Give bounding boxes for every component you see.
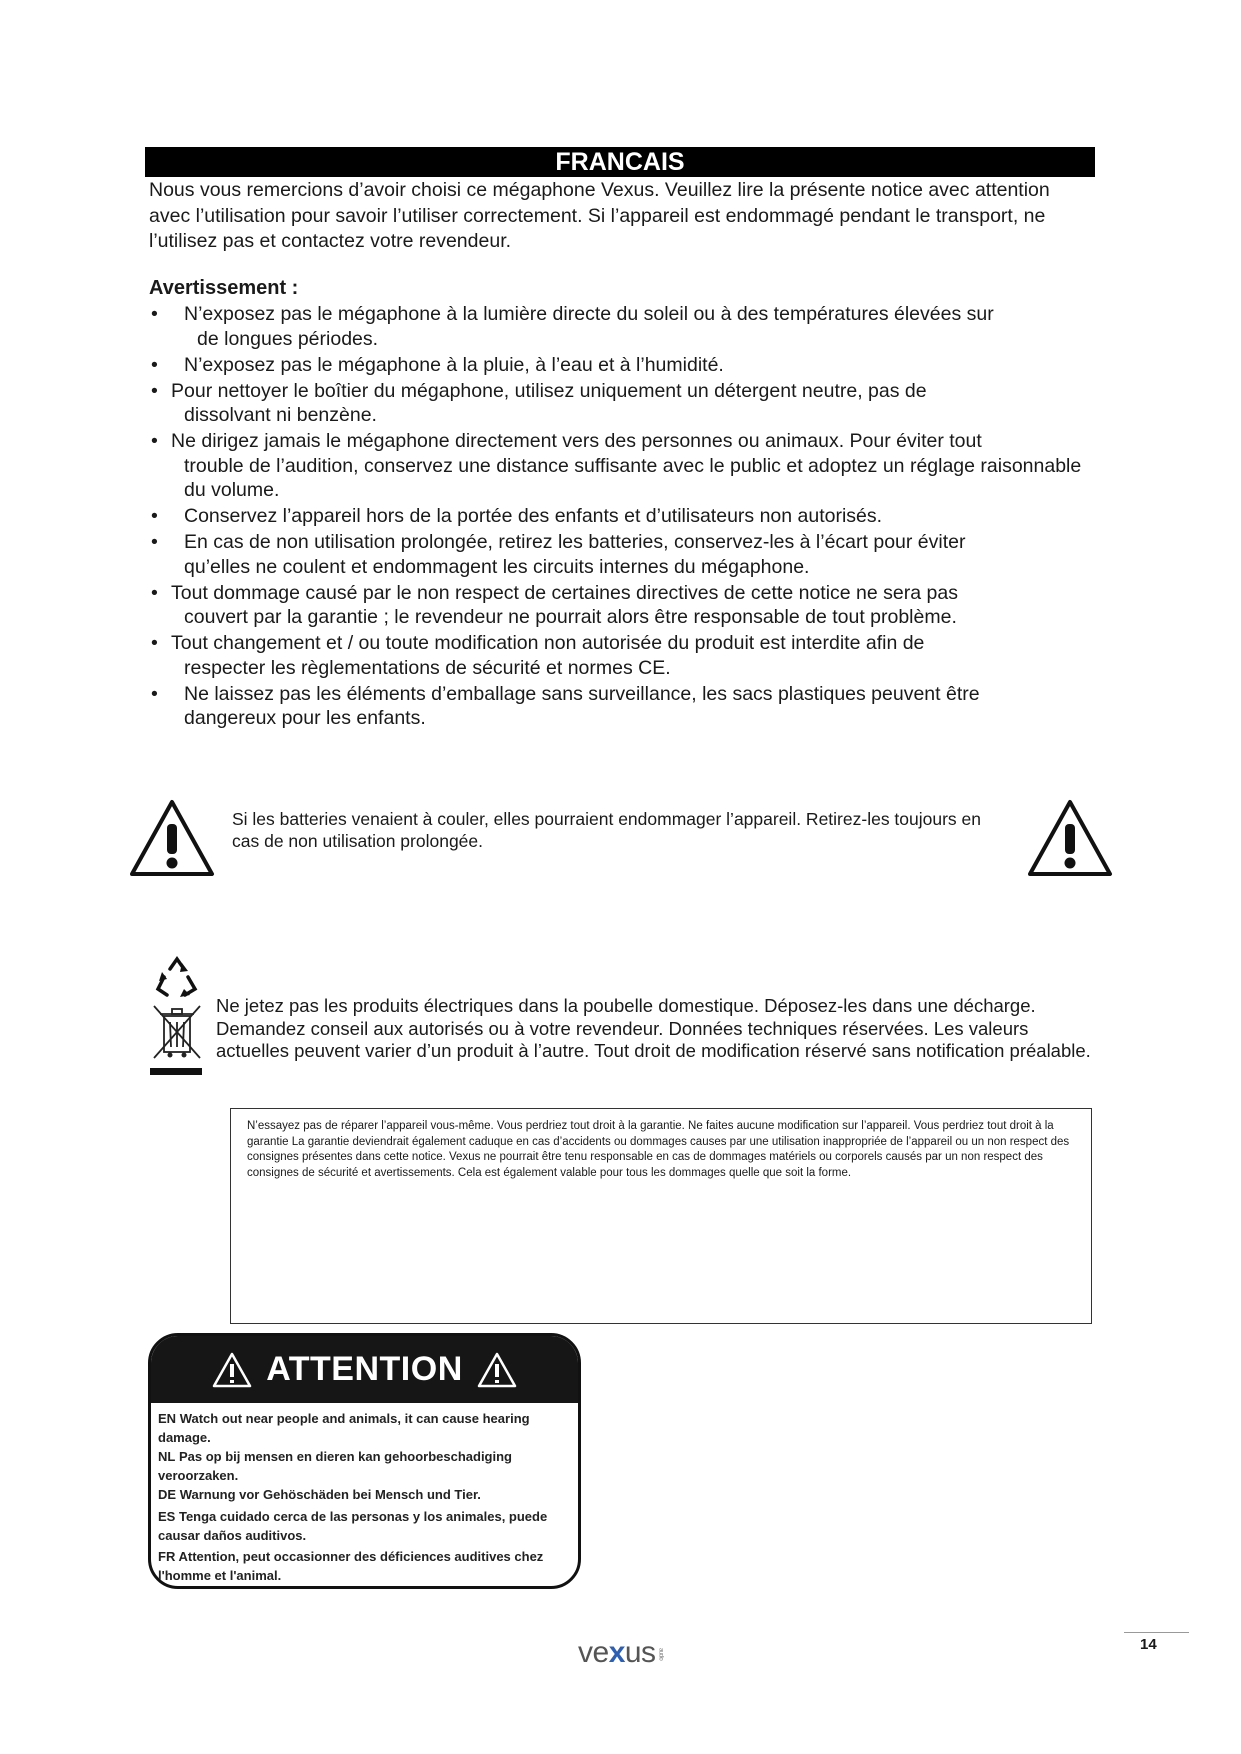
bullet-icon: • — [151, 682, 158, 705]
warning-triangle-icon — [212, 1352, 252, 1388]
bullet-icon: • — [151, 581, 158, 604]
attention-header — [151, 1336, 578, 1403]
warning-triangle-icon — [1026, 798, 1114, 878]
bullet-icon: • — [151, 303, 158, 325]
recycle-icon — [150, 955, 204, 1001]
crossed-bin-icon — [148, 1002, 206, 1078]
warnings-title: Avertissement : — [149, 277, 299, 299]
vexus-logo: vexus audio — [578, 1636, 664, 1669]
bullet-icon: • — [151, 379, 158, 402]
bullet-icon: • — [151, 632, 158, 654]
intro-paragraph: Nous vous remercions d’avoir choisi ce mégaphone Vexus. Veuillez lire la présente notice avec attention avec l’utilisation pour savoir l’utiliser correctement. Si l’appareil est endommagé pendant le transport, ne l’utilisez pas et contactez votre revendeur. — [149, 179, 1050, 252]
list-item: • Pour nettoyer le boîtier du mégaphone, utilisez uniquement un détergent neutre, pas de dissolvant ni benzène. — [151, 379, 927, 426]
page-number: 14 — [1140, 1636, 1157, 1653]
attention-title: ATTENTION — [266, 1350, 463, 1388]
battery-notice: Si les batteries venaient à couler, elles pourraient endommager l’appareil. Retirez-les toujours en cas de non utilisation prolongée. — [232, 809, 982, 851]
bullet-icon: • — [151, 430, 158, 452]
section-title: FRANCAIS — [555, 148, 685, 176]
list-item: • N’exposez pas le mégaphone à la lumière directe du soleil ou à des températures élevées sur de longues périodes. — [151, 303, 994, 350]
attention-line-en: EN Watch out near people and animals, it can cause hearing damage. — [158, 1411, 530, 1445]
warning-triangle-icon — [128, 798, 216, 878]
attention-line-fr: FR Attention, peut occasionner des déficiences auditives chez l'homme et l'animal. — [158, 1549, 544, 1583]
attention-line-nl: NL Pas op bij mensen en dieren kan gehoorbeschadiging veroorzaken. — [158, 1449, 512, 1483]
list-item: • Tout dommage causé par le non respect de certaines directives de cette notice ne sera pas couvert par la garantie ; le revendeur ne pourrait alors être responsable de tout problème. — [151, 581, 958, 628]
bullet-icon: • — [151, 505, 158, 527]
list-item: • Ne dirigez jamais le mégaphone directement vers des personnes ou animaux. Pour éviter tout trouble de l’audition, conservez une distance suffisante avec le public et adoptez un réglage raisonnable du volume. — [151, 430, 1082, 501]
section-header — [145, 147, 1095, 177]
bullet-icon: • — [151, 531, 158, 553]
list-item: • N’exposez pas le mégaphone à la pluie, à l’eau et à l’humidité. — [151, 353, 724, 376]
repair-notice-box — [230, 1108, 1092, 1324]
list-item: • Tout changement et / ou toute modification non autorisée du produit est interdite afin de respecter les règlementations de sécurité et normes CE. — [151, 632, 925, 679]
warning-triangle-icon — [477, 1352, 517, 1388]
attention-body — [151, 1403, 578, 1585]
repair-notice: N’essayez pas de réparer l’appareil vous-même. Vous perdriez tout droit à la garantie. Ne faites aucune modification sur l’appareil. Vous perdriez tout droit à la garantie La garantie deviendrait également caduque en cas d’accidents ou dommages causes par une utilisation inappropriée de l’appareil ou un non respect des consignes présentes dans cette notice. Vexus ne pourrait être tenu responsable en cas de dommages matériels ou corporels causés par un non respect des consignes de sécurité et avertissements. Cela est également valable pour tous les dommages quelle que soit la forme. — [247, 1120, 1070, 1179]
attention-line-es: ES Tenga cuidado cerca de las personas y los animales, puede causar daños auditivos. — [158, 1509, 548, 1543]
list-item: • En cas de non utilisation prolongée, retirez les batteries, conservez-les à l’écart pour éviter qu’elles ne coulent et endommagent les circuits internes du mégaphone. — [151, 531, 966, 578]
attention-line-de: DE Warnung vor Gehöschäden bei Mensch und Tier. — [158, 1487, 481, 1502]
list-item: • Ne laissez pas les éléments d’emballage sans surveillance, les sacs plastiques peuvent être dangereux pour les enfants. — [151, 682, 980, 729]
page-number-rule — [1124, 1632, 1189, 1633]
warnings-list — [149, 302, 1089, 732]
disposal-notice: Ne jetez pas les produits électriques dans la poubelle domestique. Déposez-les dans une décharge. Demandez conseil aux autorisés ou à votre revendeur. Données techniques réservées. Les valeurs actuelles peuvent varier d’un produit à l’autre. Tout droit de modification réservé sans notification préalable. — [216, 995, 1091, 1061]
list-item: • Conservez l’appareil hors de la portée des enfants et d’utilisateurs non autorisés. — [151, 505, 883, 527]
attention-panel — [148, 1333, 581, 1589]
bullet-icon: • — [151, 353, 158, 376]
